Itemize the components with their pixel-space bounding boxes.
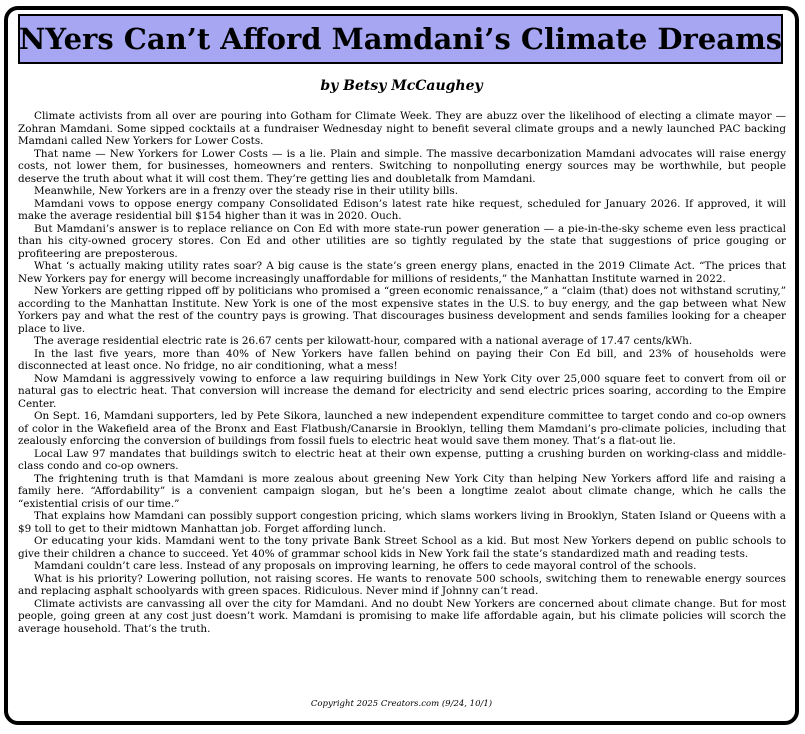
paragraph: The average residential electric rate is 26.67 cents per kilowatt-hour, compared with a national average of 17.47 cents/kWh. — [34, 335, 693, 347]
copyright-notice: Copyright 2025 Creators.com (9/24, 10/1) — [310, 699, 493, 709]
article-body — [18, 110, 786, 635]
paragraph: Mamdani vows to oppose energy company Consolidated Edison’s latest rate hike request, scheduled for January 2026. If approved, it will make the average residential bill $154 higher than it was in 2020. Ouch. — [18, 197, 786, 222]
headline: NYers Can’t Afford Mamdani’s Climate Dreams — [18, 22, 783, 56]
paragraph: Local Law 97 mandates that buildings switch to electric heat at their own expense, putting a crushing burden on working-class and middle-class condo and co-op owners. — [18, 447, 786, 472]
paragraph: Climate activists from all over are pouring into Gotham for Climate Week. They are abuzz over the likelihood of electing a climate mayor — Zohran Mamdani. Some sipped cocktails at a fundraiser Wednesday night to benefit several climate groups and a newly launched PAC backing Mamdani called New Yorkers for Lower Costs. — [18, 110, 786, 147]
paragraph: That name — New Yorkers for Lower Costs — is a lie. Plain and simple. The massive decarbonization Mamdani advocates will raise energy costs, not lower them, for businesses, homeowners and renters. Switching to nonpolluting energy sources may be worthwhile, but people deserve the truth about what it will cost them. They’re getting lies and doubletalk from Mamdani. — [18, 147, 786, 185]
headline-banner — [18, 14, 783, 64]
paragraph: Or educating your kids. Mamdani went to the tony private Bank Street School as a kid. But most New Yorkers depend on public schools to give their children a chance to succeed. Yet 40% of grammar school kids in New York fail the state’s standardized math and reading tests. — [18, 535, 786, 560]
paragraph: What ‘s actually making utility rates soar? A big cause is the state’s green energy plans, enacted in the 2019 Climate Act. “The prices that New Yorkers pay for energy will become increasingly unaffordable for millions of residents,” the Manhattan Institute warned in 2022. — [18, 260, 786, 285]
paragraph: Climate activists are canvassing all over the city for Mamdani. And no doubt New Yorkers are concerned about climate change. But for most people, going green at any cost just doesn’t work. Mamdani is promising to make life affordable again, but his climate policies will scorch the average household. That’s the truth. — [18, 597, 786, 635]
paragraph: On Sept. 16, Mamdani supporters, led by Pete Sikora, launched a new independent expenditure committee to target condo and co-op owners of color in the Wakefield area of the Bronx and East Flatbush/Canarsie in Brooklyn, telling them Mamdani’s pro-climate policies, including that zealously enforcing the conversion of buildings from fossil fuels to electric heat would save them money. That’s a flat-out lie. — [18, 410, 786, 447]
paragraph: What is his priority? Lowering pollution, not raising scores. He wants to renovate 500 schools, switching them to renewable energy sources and replacing asphalt schoolyards with green spaces. Ridiculous. Never mind if Johnny can’t read. — [18, 572, 786, 597]
byline: by Betsy McCaughey — [320, 78, 483, 94]
paragraph: Mamdani couldn’t care less. Instead of any proposals on improving learning, he offers to cede mayoral control of the schools. — [34, 560, 697, 572]
paragraph: In the last five years, more than 40% of New Yorkers have fallen behind on paying their Con Ed bill, and 23% of households were disconnected at least once. No fridge, no air conditioning, what a mess! — [18, 347, 786, 372]
paragraph: New Yorkers are getting ripped off by politicians who promised a “green economic renaissance,” a “claim (that) does not withstand scrutiny,” according to the Manhattan Institute. New York is one of the most expensive states in the U.S. to buy energy, and the gap between what New Yorkers pay and what the rest of the country pays is growing. That discourages business development and sends families looking for a cheaper place to live. — [18, 285, 786, 335]
paragraph: The frightening truth is that Mamdani is more zealous about greening New York City than helping New Yorkers afford life and raising a family here. “Affordability” is a convenient campaign slogan, but he’s been a longtime zealot about climate change, which he calls the “existential crisis of our time.” — [18, 472, 786, 510]
paragraph: Now Mamdani is aggressively vowing to enforce a law requiring buildings in New York City over 25,000 square feet to convert from oil or natural gas to electric heat. That conversion will increase the demand for electricity and send electric prices soaring, according to the Empire Center. — [18, 372, 786, 410]
paragraph: But Mamdani’s answer is to replace reliance on Con Ed with more state-run power generation — a pie-in-the-sky scheme even less practical than his city-owned grocery stores. Con Ed and other utilities are so tightly regulated by the state that suggestions of price gouging or profiteering are preposterous. — [18, 222, 786, 260]
paragraph: Meanwhile, New Yorkers are in a frenzy over the steady rise in their utility bills. — [34, 185, 459, 197]
article-frame — [4, 6, 799, 725]
paragraph: That explains how Mamdani can possibly support congestion pricing, which slams workers living in Brooklyn, Staten Island or Queens with a $9 toll to get to their midtown Manhattan job. Forget affording lunch. — [18, 510, 786, 535]
